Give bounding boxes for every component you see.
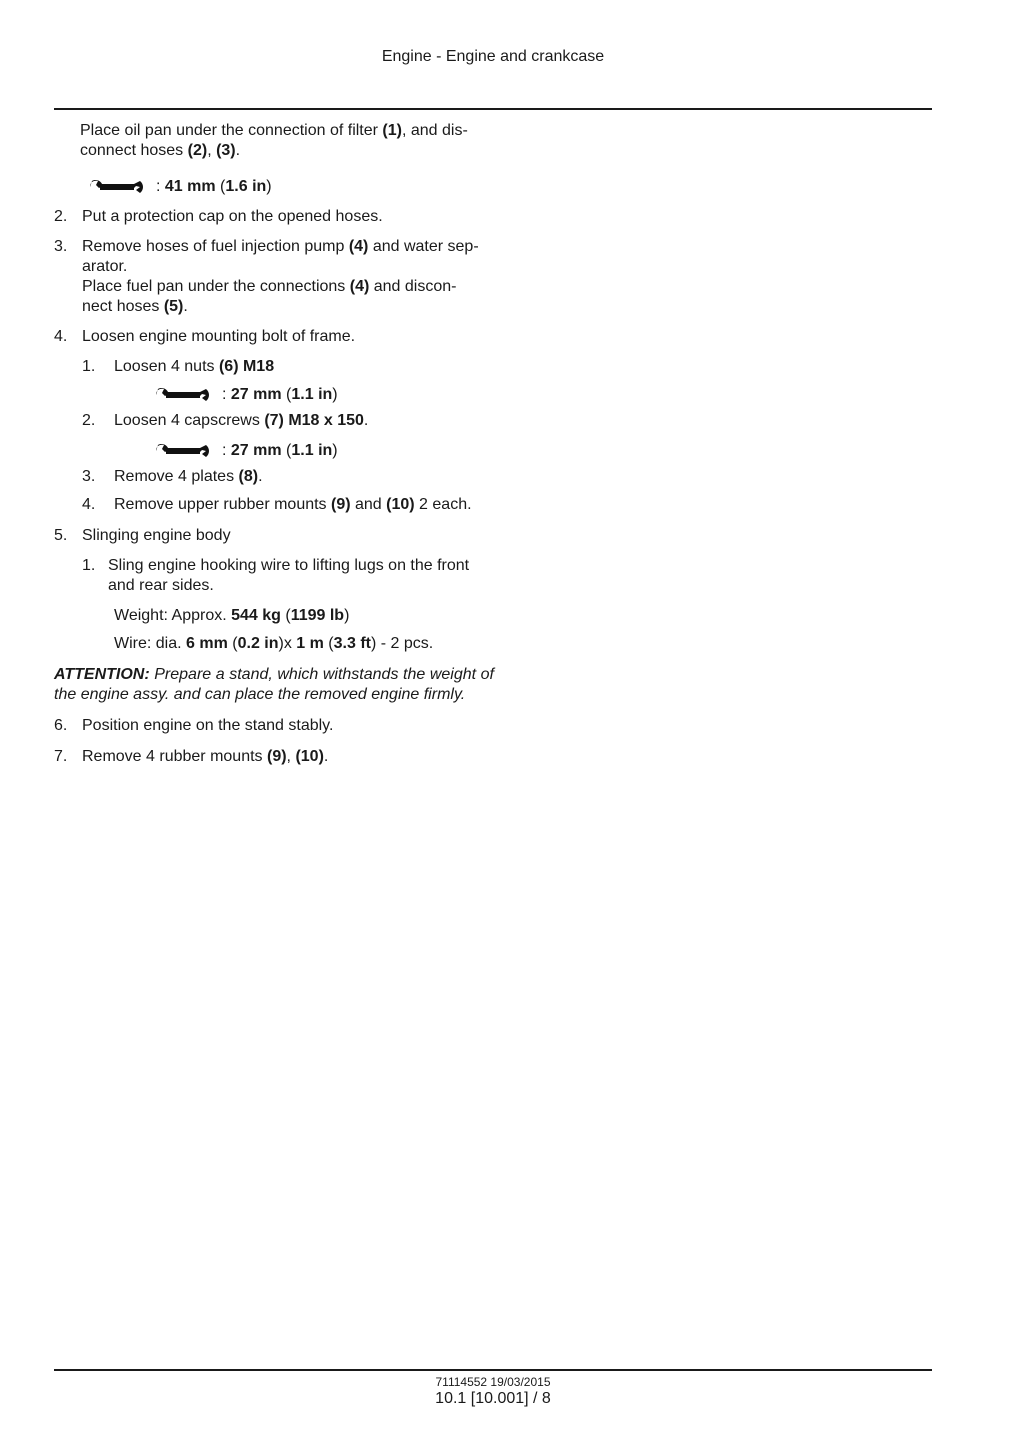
- header-rule: [54, 108, 932, 110]
- step-6: 6. Position engine on the stand stably.: [54, 717, 334, 734]
- attention-note: ATTENTION: Prepare a stand, which withstands the weight of the engine assy. and can place the removed engine firmly.: [54, 666, 494, 703]
- step-2: 2. Put a protection cap on the opened hoses.: [54, 208, 383, 225]
- step-5: 5. Slinging engine body: [54, 527, 231, 544]
- footer-rule: [54, 1369, 932, 1371]
- wire-spec: Wire: dia. 6 mm (0.2 in)x 1 m (3.3 ft) - 2 pcs.: [114, 635, 434, 652]
- intro-paragraph: Place oil pan under the connection of filter (1), and dis- connect hoses (2), (3).: [80, 122, 468, 159]
- step-4-4: 4. Remove upper rubber mounts (9) and (10) 2 each.: [82, 496, 472, 513]
- tool-size-27mm-a: : 27 mm ( 1.1 in ): [54, 383, 494, 407]
- step-3: 3. Remove hoses of fuel injection pump (4) and water sep- arator. Place fuel pan under the connections (4) and discon- nect hoses (5).: [54, 238, 479, 315]
- wrench-icon: [154, 442, 210, 460]
- procedure-content: [54, 121, 494, 767]
- step-4-3: 3. Remove 4 plates (8).: [82, 468, 263, 485]
- step-7: 7. Remove 4 rubber mounts (9), (10).: [54, 748, 329, 765]
- page-number: 10.1 [10.001] / 8: [435, 1390, 551, 1407]
- step-5-1: 1. Sling engine hooking wire to lifting lugs on the front and rear sides.: [82, 557, 470, 594]
- step-4-1: 1. Loosen 4 nuts (6) M18: [82, 358, 275, 375]
- step-4: 4. Loosen engine mounting bolt of frame.: [54, 328, 356, 345]
- document-code: 71114552 19/03/2015: [435, 1375, 551, 1389]
- tool-size-41mm: : 41 mm ( 1.6 in ): [54, 175, 494, 199]
- page-header: Engine - Engine and crankcase: [381, 48, 605, 65]
- tool-size-27mm-b: : 27 mm ( 1.1 in ): [54, 439, 494, 463]
- step-4-2: 2. Loosen 4 capscrews (7) M18 x 150.: [82, 412, 369, 429]
- wrench-icon: [88, 178, 144, 196]
- wrench-icon: [154, 386, 210, 404]
- weight-spec: Weight: Approx. 544 kg (1199 lb): [114, 607, 350, 624]
